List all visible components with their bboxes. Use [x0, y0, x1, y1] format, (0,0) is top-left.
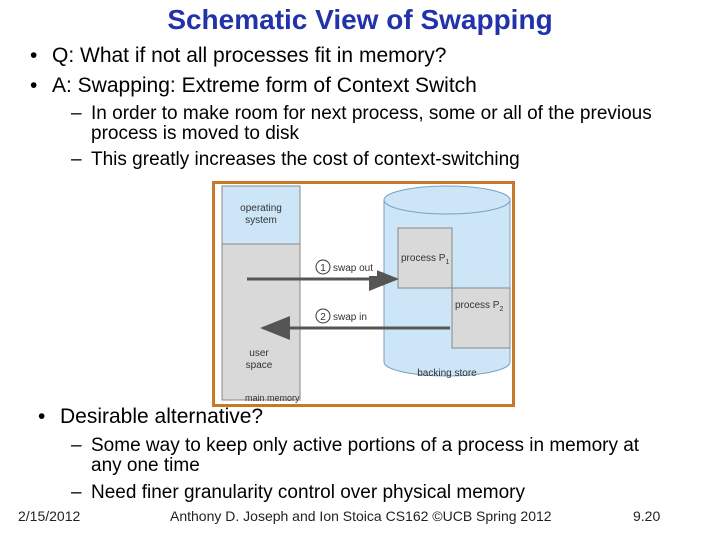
- os-label: system: [245, 215, 277, 226]
- bullet-text: A: Swapping: Extreme form of Context Switch: [52, 74, 477, 97]
- bullet-glyph: •: [38, 405, 46, 428]
- bullet-desirable: [38, 405, 264, 429]
- subbullet-text: Need finer granularity control over physical memory: [91, 482, 526, 503]
- bullet-text: Desirable alternative?: [60, 405, 264, 428]
- slide-title: Schematic View of Swapping: [167, 4, 553, 35]
- user-space-label: user: [249, 348, 269, 359]
- swap-in-label: swap in: [333, 312, 367, 323]
- swapping-diagram-svg: [215, 184, 512, 404]
- subbullet-cost: [71, 149, 691, 170]
- subbullet-text: In order to make room for next process, some or all of the previous process is moved to disk: [91, 103, 652, 144]
- step-1-number: 1: [320, 263, 326, 274]
- main-memory-label: main memory: [245, 393, 300, 403]
- subbullet-room: [71, 103, 661, 144]
- backing-store-label: backing store: [417, 368, 477, 379]
- user-space-label: space: [245, 360, 273, 371]
- backing-store-top: [384, 186, 510, 214]
- footer-credit: Anthony D. Joseph and Ion Stoica CS162 ©UCB Spring 2012: [170, 508, 552, 524]
- bullet-glyph: •: [30, 74, 38, 97]
- dash-glyph: –: [71, 103, 82, 124]
- process-p1-label: process $P_1$: [401, 253, 450, 266]
- bullet-glyph: •: [30, 44, 38, 67]
- bullet-question: [30, 44, 447, 68]
- dash-glyph: –: [71, 435, 82, 456]
- bullet-text: Q: What if not all processes fit in memory?: [52, 44, 447, 67]
- footer-date: 2/15/2012: [18, 508, 81, 524]
- subbullet-text: Some way to keep only active portions of a process in memory at any one time: [91, 435, 640, 476]
- swapping-diagram: [212, 181, 515, 407]
- step-2-number: 2: [320, 312, 326, 323]
- process-p2-label: process $P_2$: [455, 300, 504, 313]
- dash-glyph: –: [71, 149, 82, 170]
- subbullet-active-portions: [71, 435, 641, 476]
- subbullet-text: This greatly increases the cost of context-switching: [91, 149, 520, 170]
- process-p2-box: [452, 288, 510, 348]
- bullet-answer: [30, 74, 477, 98]
- dash-glyph: –: [71, 482, 82, 503]
- subbullet-granularity: [71, 482, 691, 503]
- os-label: operating: [240, 203, 282, 214]
- footer-page-number: 9.20: [633, 508, 661, 524]
- swap-out-label: swap out: [333, 263, 374, 274]
